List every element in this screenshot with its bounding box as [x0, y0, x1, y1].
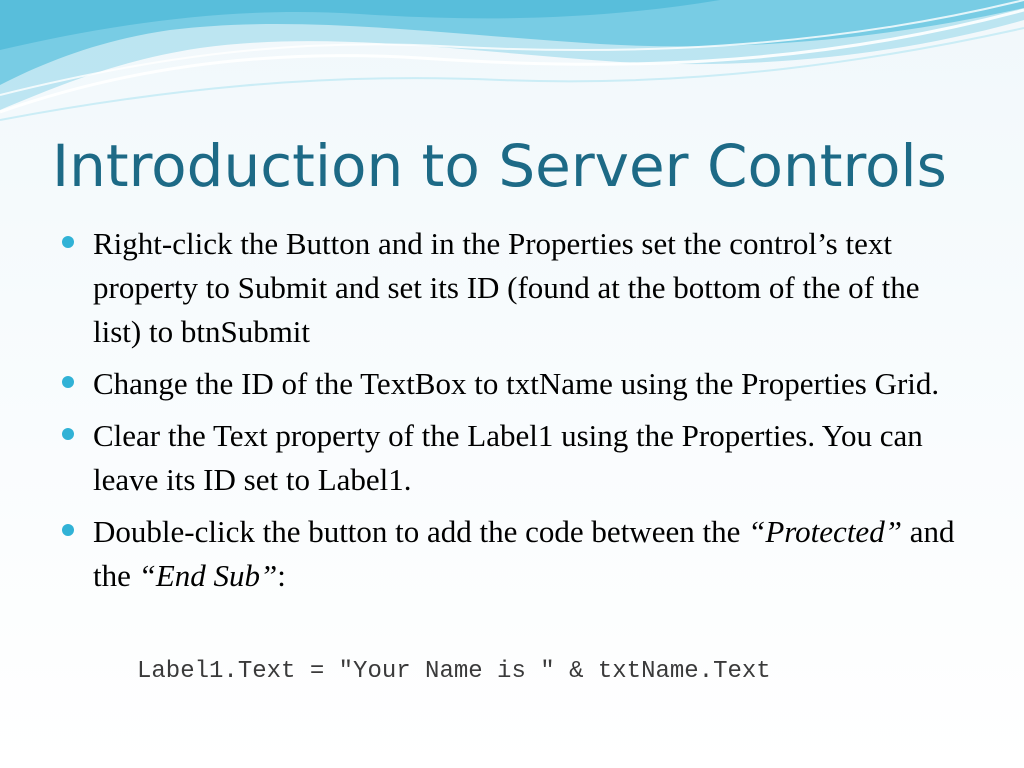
bullet-text-mid: and the — [93, 514, 955, 593]
slide-title: Introduction to Server Controls — [52, 132, 947, 200]
bullet-item — [60, 362, 960, 406]
bullet-item — [60, 414, 960, 502]
bullet-dot-icon — [62, 524, 74, 536]
bullet-text-end: : — [277, 558, 286, 593]
emphasis-end-sub: “End Sub” — [138, 558, 278, 593]
bullet-text-start: Double-click the button to add the code between the — [93, 514, 749, 549]
bullet-text: Right-click the Button and in the Properties set the control’s text property to Submit and set its ID (found at the bottom of the of the list) to btnSubmit — [93, 226, 920, 349]
header-wave-decoration — [0, 0, 1024, 130]
bullet-text: Clear the Text property of the Label1 using the Properties. You can leave its ID set to Label1. — [93, 418, 923, 497]
emphasis-protected: “Protected” — [748, 514, 902, 549]
bullet-text: Change the ID of the TextBox to txtName using the Properties Grid. — [93, 366, 940, 401]
bullet-dot-icon — [62, 428, 74, 440]
bullet-dot-icon — [62, 236, 74, 248]
bullet-dot-icon — [62, 376, 74, 388]
bullet-item — [60, 510, 960, 598]
code-snippet: Label1.Text = "Your Name is " & txtName.Text — [137, 658, 771, 685]
bullet-item — [60, 222, 960, 354]
bullet-list — [60, 222, 960, 606]
